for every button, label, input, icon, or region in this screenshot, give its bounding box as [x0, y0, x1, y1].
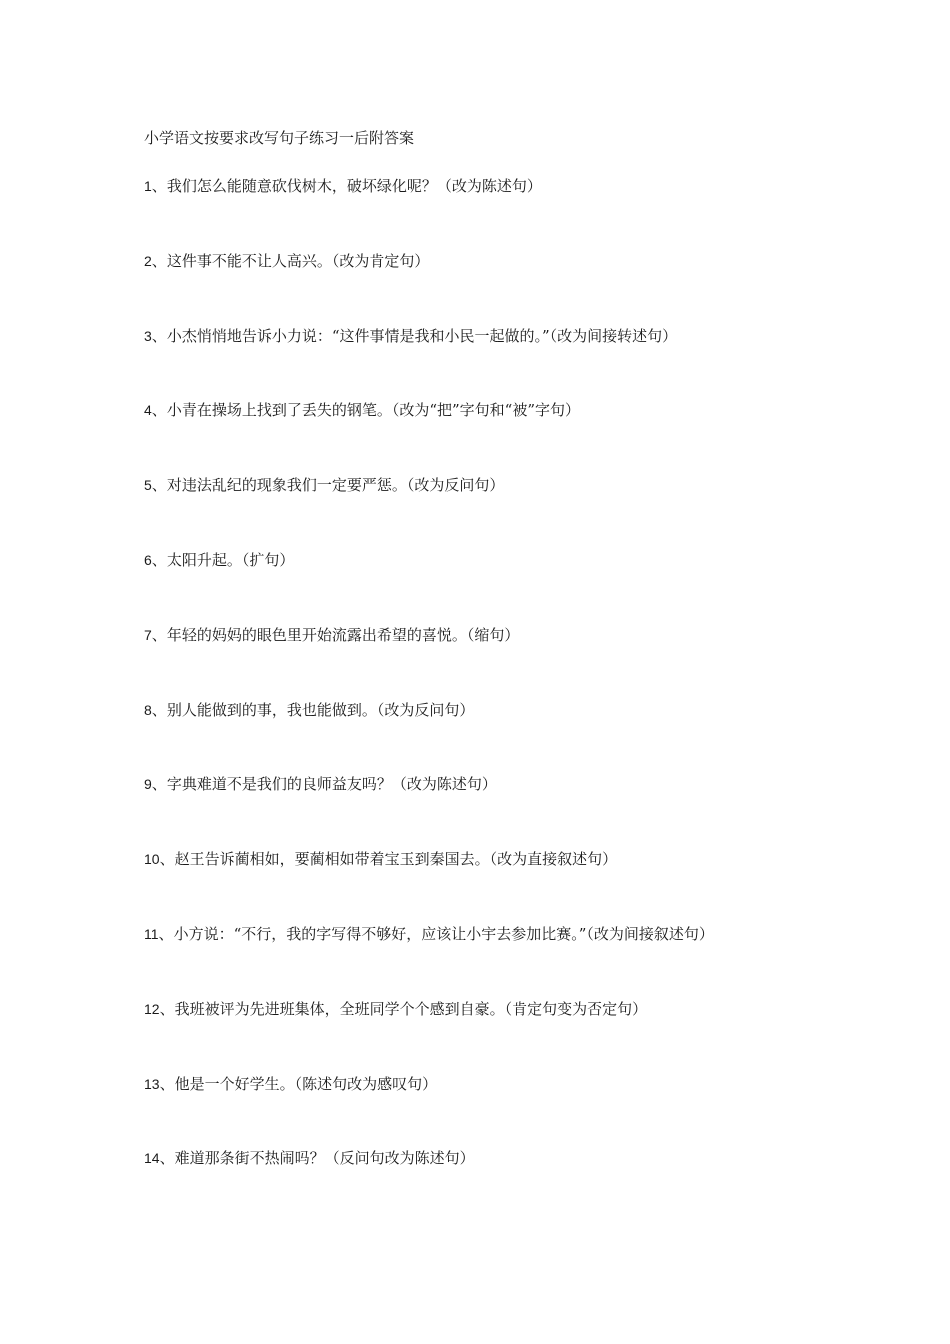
question-separator: 、 — [151, 326, 167, 345]
question-item — [144, 1148, 904, 1223]
question-number: 2 — [144, 252, 152, 269]
question-separator: 、 — [151, 700, 167, 719]
question-list — [144, 176, 904, 1223]
question-separator: 、 — [151, 401, 167, 420]
question-separator: 、 — [151, 476, 167, 495]
question-item — [144, 774, 904, 849]
question-item — [144, 999, 904, 1074]
question-number: 3 — [144, 327, 152, 344]
question-text: 小杰悄悄地告诉小力说：“这件事情是我和小民一起做的。”（改为间接转述句） — [166, 326, 678, 345]
question-text: 年轻的妈妈的眼色里开始流露出希望的喜悦。（缩句） — [166, 625, 520, 644]
question-number: 5 — [144, 477, 152, 494]
question-number: 13 — [144, 1075, 160, 1092]
question-item — [144, 849, 904, 924]
question-separator: 、 — [151, 177, 167, 195]
question-item — [144, 924, 904, 999]
question-item — [144, 176, 904, 251]
question-text: 难道那条街不热闹吗？（反问句改为陈述句） — [174, 1149, 475, 1168]
question-item — [144, 400, 904, 475]
question-item — [144, 550, 904, 625]
question-text: 小方说：“不行，我的字写得不够好，应该让小宇去参加比赛。”（改为间接叙述句） — [173, 924, 714, 943]
question-text: 赵王告诉蔺相如，要蔺相如带着宝玉到秦国去。（改为直接叙述句） — [174, 850, 618, 869]
question-number: 12 — [144, 1000, 160, 1017]
question-item — [144, 700, 904, 775]
question-item — [144, 475, 904, 550]
question-item — [144, 326, 904, 401]
question-item — [144, 1074, 904, 1149]
question-text: 我班被评为先进班集体，全班同学个个感到自豪。（肯定句变为否定句） — [174, 999, 648, 1018]
question-number: 7 — [144, 626, 152, 643]
question-separator: 、 — [159, 1074, 175, 1093]
question-number: 1 — [144, 178, 152, 194]
question-text: 对违法乱纪的现象我们一定要严惩。（改为反问句） — [166, 476, 505, 495]
question-number: 9 — [144, 776, 152, 793]
question-text: 太阳升起。（扩句） — [166, 550, 295, 569]
question-text: 字典难道不是我们的良师益友吗？（改为陈述句） — [166, 775, 497, 794]
question-text: 我们怎么能随意砍伐树木，破坏绿化呢？（改为陈述句） — [166, 177, 542, 195]
question-text: 他是一个好学生。（陈述句改为感叹句） — [174, 1074, 438, 1093]
question-separator: 、 — [151, 251, 167, 270]
question-number: 14 — [144, 1150, 160, 1167]
question-separator: 、 — [151, 550, 167, 569]
question-number: 6 — [144, 551, 152, 568]
question-separator: 、 — [159, 999, 175, 1018]
question-text: 别人能做到的事，我也能做到。（改为反问句） — [166, 700, 475, 719]
question-item — [144, 251, 904, 326]
question-separator: 、 — [151, 775, 167, 794]
document-title: 小学语文按要求改写句子练习一后附答案 — [144, 129, 415, 147]
question-text: 这件事不能不让人高兴。（改为肯定句） — [166, 251, 430, 270]
question-number: 11 — [144, 925, 159, 942]
question-separator: 、 — [158, 924, 174, 943]
question-number: 10 — [144, 851, 160, 868]
question-text: 小青在操场上找到了丢失的钢笔。（改为“把”字句和“被”字句） — [166, 401, 580, 420]
question-separator: 、 — [159, 850, 175, 869]
question-separator: 、 — [159, 1149, 175, 1168]
question-number: 8 — [144, 701, 152, 718]
question-separator: 、 — [151, 625, 167, 644]
question-item — [144, 625, 904, 700]
question-number: 4 — [144, 402, 152, 419]
